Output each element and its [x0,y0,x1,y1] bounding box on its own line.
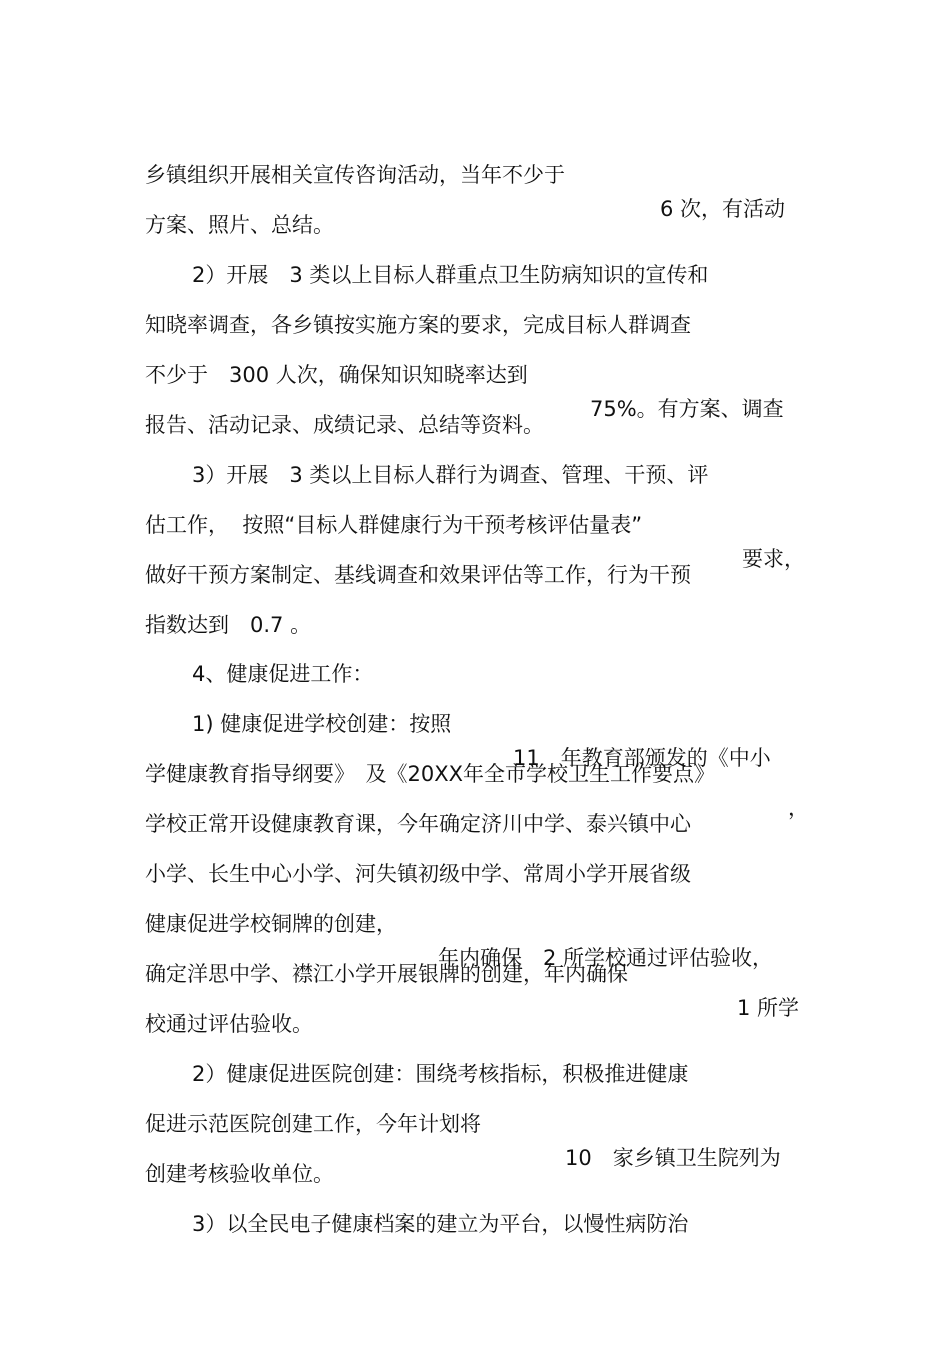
text-segment: 健康促进学校铜牌的创建， [145,912,397,936]
text-segment: 11 年教育部颁发的《中小 [513,746,771,770]
text-segment: 学校正常开设健康教育课，今年确定济川中学、泰兴镇中心 [145,812,691,836]
text-segment: 2）健康促进医院创建：围绕考核指标，积极推进健康 [192,1062,689,1086]
text-segment: 报告、活动记录、成绩记录、总结等资料。 [145,413,544,437]
text-segment: 要求， [742,547,805,571]
text-line [0,973,313,1036]
text-segment: 10 家乡镇卫生院列为 [565,1146,781,1170]
text-segment: 不少于 300 人次，确保知识知晓率达到 [145,363,528,387]
text-segment: 学健康教育指导纲要》 及《20XX年全市学校卫生工作要点》 [145,762,715,786]
text-segment: 知晓率调查，各乡镇按实施方案的要求，完成目标人群调查 [145,313,691,337]
text-line [0,174,334,237]
text-segment: 小学、长生中心小学、河失镇初级中学、常周小学开展省级 [145,862,691,886]
text-line [0,574,312,637]
text-segment: 估工作， 按照“目标人群健康行为干预考核评估量表” [145,513,643,537]
text-segment: 3）以全民电子健康档案的建立为平台，以慢性病防治 [192,1212,689,1236]
text-segment: 创建考核验收单位。 [145,1162,334,1186]
text-segment: 75%。有方案、调查 [590,397,784,421]
text-segment: 年内确保 2 所学校通过评估验收， [438,946,774,970]
text-segment: 指数达到 0.7 。 [145,613,312,637]
text-segment: 2）开展 3 类以上目标人群重点卫生防病知识的宣传和 [192,263,709,287]
text-segment: 做好干预方案制定、基线调查和效果评估等工作，行为干预 [145,563,691,587]
text-segment: 校通过评估验收。 [145,1012,313,1036]
text-segment: 1 所学 [737,996,800,1020]
text-segment: ， [788,796,809,820]
text-segment: 3）开展 3 类以上目标人群行为调查、管理、干预、评 [192,463,709,487]
text-segment: 1) 健康促进学校创建：按照 [192,712,452,736]
text-line [0,1123,334,1186]
text-segment: 确定洋思中学、襟江小学开展银牌的创建，年内确保 [145,962,628,986]
text-segment: 6 次，有活动 [660,197,786,221]
text-line [0,124,786,221]
text-segment: 方案、照片、总结。 [145,213,334,237]
text-segment: 乡镇组织开展相关宣传咨询活动，当年不少于 [145,163,565,187]
text-segment: 促进示范医院创建工作，今年计划将 [145,1112,481,1136]
section-heading: 4、健康促进工作： [192,662,374,686]
